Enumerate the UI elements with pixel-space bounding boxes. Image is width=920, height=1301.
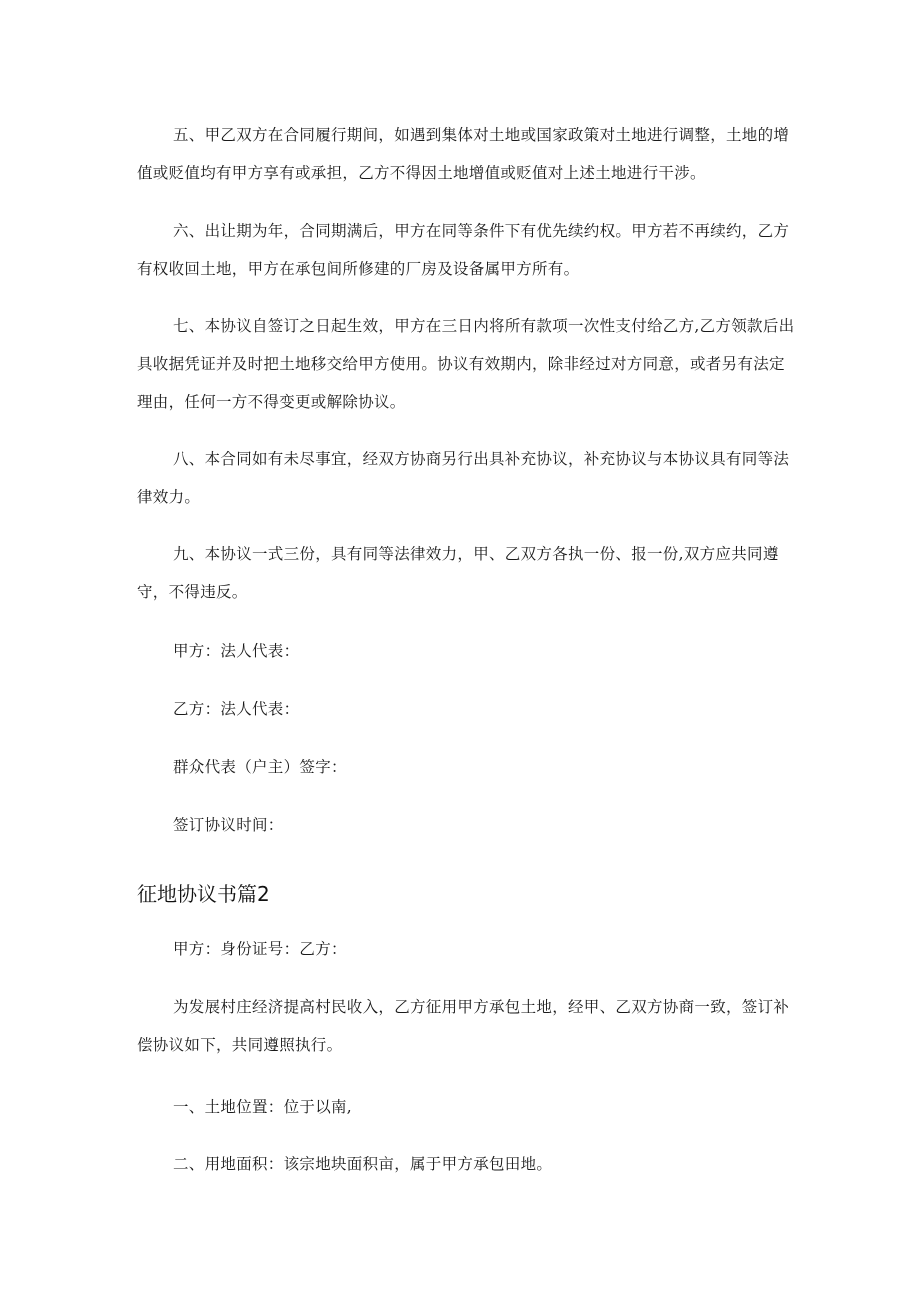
signing-date-line: 签订协议时间：: [173, 816, 284, 834]
party-a-signature-line: 甲方：法人代表：: [173, 642, 300, 660]
public-representative-signature-line: 群众代表（户主）签字：: [173, 758, 347, 776]
party-b-signature-line: 乙方：法人代表：: [173, 700, 300, 718]
agreement-intro: 为发展村庄经济提高村民收入，乙方征用甲方承包土地，经甲、乙双方协商一致，签订补偿协议如下，共同遵照执行。: [137, 998, 790, 1054]
parties-line: 甲方：身份证号：乙方：: [173, 940, 347, 958]
clause-five: 五、甲乙双方在合同履行期间，如遇到集体对土地或国家政策对土地进行调整，土地的增值或贬值均有甲方享有或承担，乙方不得因土地增值或贬值对上述土地进行干涉。: [137, 126, 790, 182]
section-title: 征地协议书篇2: [137, 882, 270, 906]
clause-eight: 八、本合同如有未尽事宜，经双方协商另行出具补充协议，补充协议与本协议具有同等法律效力。: [137, 450, 790, 506]
clause-nine: 九、本协议一式三份，具有同等法律效力，甲、乙双方各执一份、报一份,双方应共同遵守，不得违反。: [137, 545, 779, 601]
clause-six: 六、出让期为年，合同期满后，甲方在同等条件下有优先续约权。甲方若不再续约，乙方有权收回土地，甲方在承包间所修建的厂房及设备属甲方所有。: [137, 222, 790, 278]
land-location-clause: 一、土地位置：位于以南,: [173, 1098, 353, 1116]
clause-seven: 七、本协议自签订之日起生效，甲方在三日内将所有款项一次性支付给乙方,乙方领款后出具收据凭证并及时把土地移交给甲方使用。协议有效期内，除非经过对方同意，或者另有法定理由，任何一方不得变更或解除协议。: [137, 317, 795, 411]
land-area-clause: 二、用地面积：该宗地块面积亩，属于甲方承包田地。: [173, 1155, 553, 1173]
